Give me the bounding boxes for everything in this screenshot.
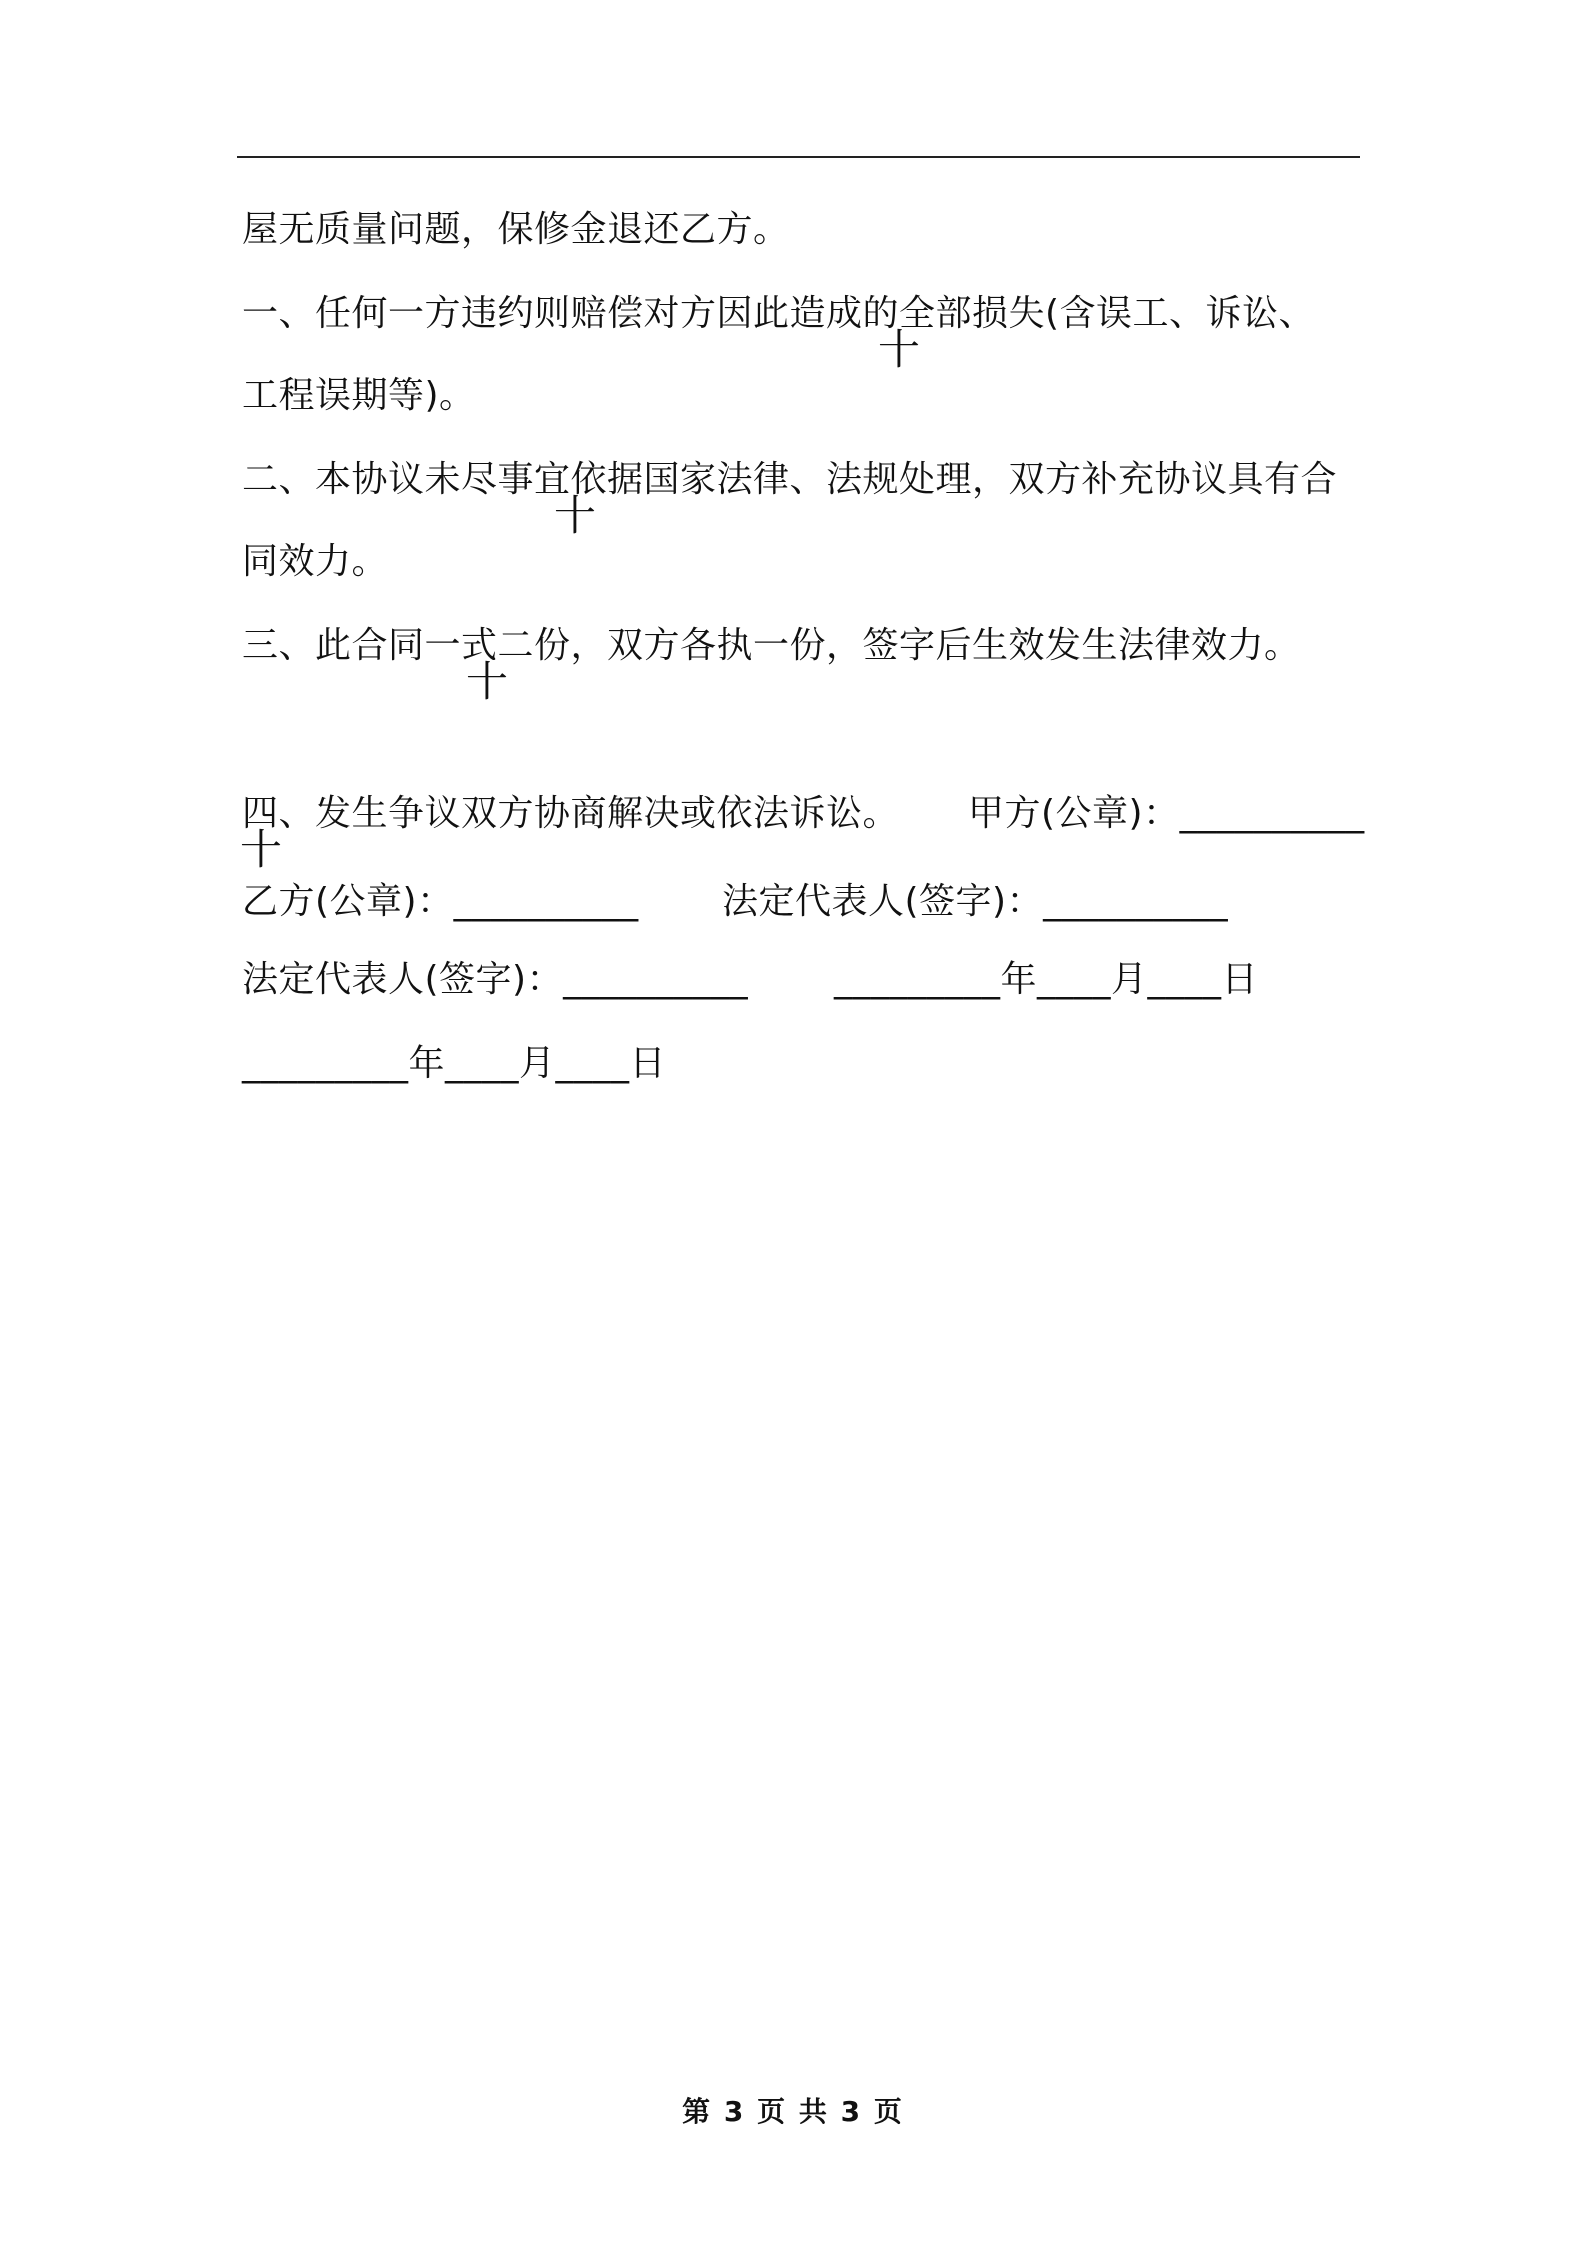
- body-text: 一、任何一方违约则赔偿对方因此造成的全部损失(含误工、诉讼、: [242, 293, 1316, 334]
- body-line-2: [242, 284, 1316, 344]
- cross-mark: 十: [878, 325, 921, 374]
- body-text: 四、发生争议双方协商解决或依法诉讼。: [242, 793, 900, 834]
- body-line-8: [242, 784, 1365, 844]
- body-line-11: [242, 1034, 666, 1094]
- header-rule: [237, 156, 1360, 158]
- page-number-footer: 第 3 页 共 3 页: [682, 2095, 904, 2128]
- body-text: 屋无质量问题，保修金退还乙方。: [242, 209, 790, 250]
- date-field: _________年____月____日: [834, 959, 1258, 1000]
- body-text: 工程误期等)。: [242, 375, 476, 416]
- body-line-4: [242, 450, 1338, 510]
- body-text: 三、此合同一式二份，双方各执一份，签字后生效发生法律效力。: [242, 625, 1301, 666]
- legal-rep-signature-field: 法定代表人(签字)：__________: [242, 959, 749, 1000]
- legal-rep-signature-field: 法定代表人(签字)：__________: [722, 881, 1229, 922]
- date-field: _________年____月____日: [242, 1043, 666, 1084]
- body-line-6: [242, 616, 1301, 676]
- cross-mark: 十: [240, 825, 283, 874]
- body-text: 二、本协议未尽事宜依据国家法律、法规处理，双方补充协议具有合: [242, 459, 1338, 500]
- body-line-5: [242, 532, 509, 706]
- cross-mark: 十: [466, 657, 509, 706]
- body-line-9: [242, 872, 1229, 932]
- body-text: 同效力。: [242, 541, 389, 582]
- body-line-7: [240, 700, 290, 874]
- body-line-3: [242, 366, 597, 540]
- cross-mark: 十: [554, 491, 597, 540]
- body-line-10: [242, 950, 1258, 1010]
- party-b-seal-field: 乙方(公章)：__________: [242, 881, 639, 922]
- party-a-seal-field: 甲方(公章)：__________: [968, 793, 1365, 834]
